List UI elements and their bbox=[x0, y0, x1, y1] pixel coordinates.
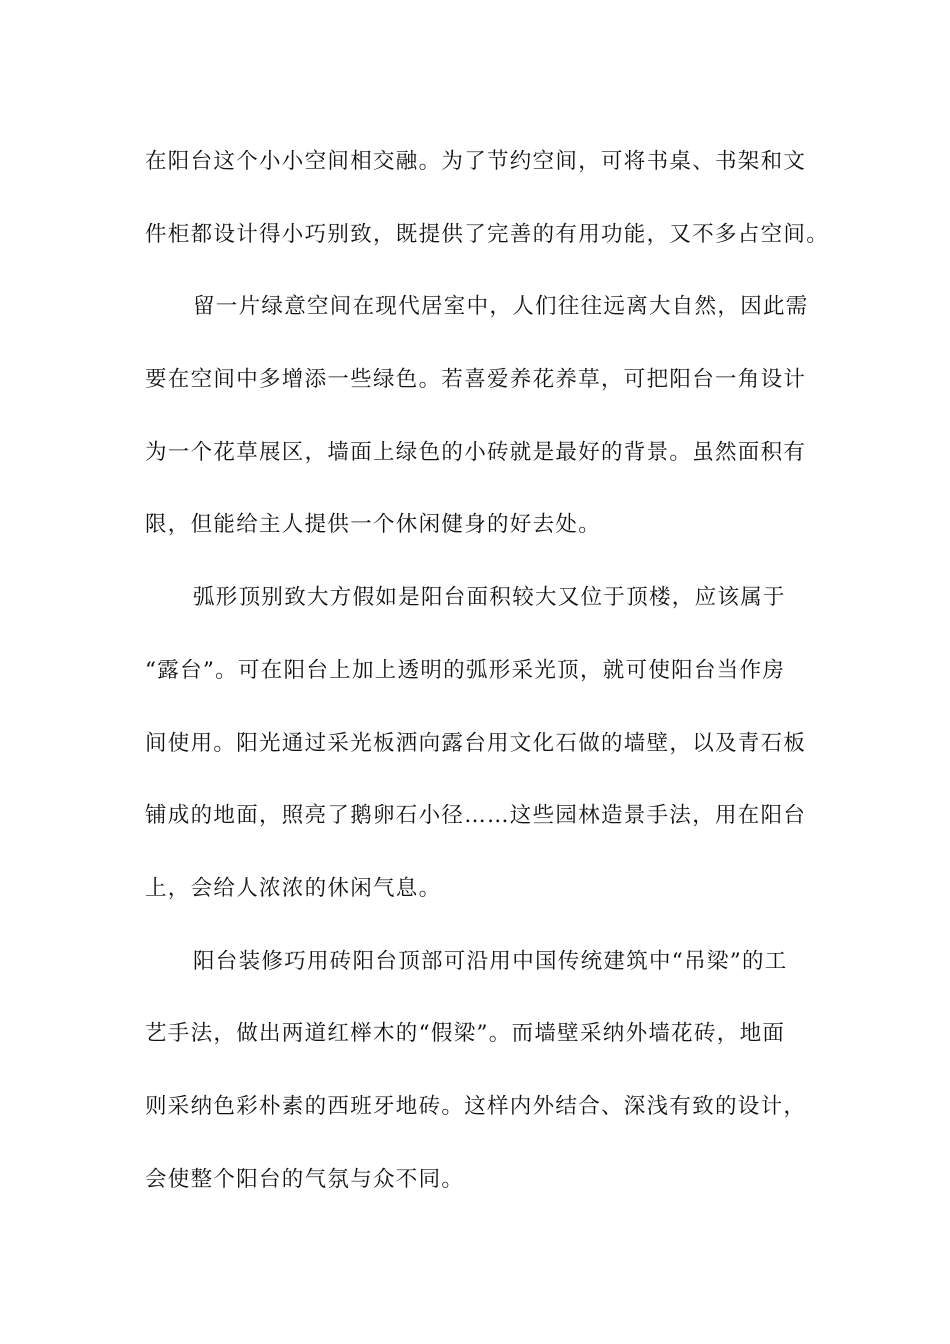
paragraph-start-line: 留一片绿意空间在现代居室中，人们往往远离大自然，因此需 bbox=[193, 294, 809, 320]
paragraph-start-line: 阳台装修巧用砖阳台顶部可沿用中国传统建筑中“吊梁”的工 bbox=[193, 948, 788, 974]
text-line: 会使整个阳台的气氛与众不同。 bbox=[145, 1166, 465, 1192]
body-text bbox=[145, 126, 830, 1216]
text-line: “露台”。可在阳台上加上透明的弧形采光顶，就可使阳台当作房 bbox=[145, 657, 786, 683]
text-line: 艺手法，做出两道红榉木的“假梁”。而墙壁采纳外墙花砖，地面 bbox=[145, 1021, 786, 1047]
text-line: 要在空间中多增添一些绿色。若喜爱养花养草，可把阳台一角设计 bbox=[145, 367, 807, 393]
text-line: 上，会给人浓浓的休闲气息。 bbox=[145, 875, 442, 901]
text-line: 则采纳色彩朴素的西班牙地砖。这样内外结合、深浅有致的设计， bbox=[145, 1093, 807, 1119]
text-line: 件柜都设计得小巧别致，既提供了完善的有用功能，又不多占空间。 bbox=[145, 221, 830, 247]
paragraph-start-line: 弧形顶别致大方假如是阳台面积较大又位于顶楼，应该属于 bbox=[193, 585, 786, 611]
text-line: 铺成的地面，照亮了鹅卵石小径……这些园林造景手法，用在阳台 bbox=[145, 803, 807, 829]
text-line: 限，但能给主人提供一个休闲健身的好去处。 bbox=[145, 512, 602, 538]
text-line: 为一个花草展区，墙面上绿色的小砖就是最好的背景。虽然面积有 bbox=[145, 439, 807, 465]
text-line: 在阳台这个小小空间相交融。为了节约空间，可将书桌、书架和文 bbox=[145, 149, 807, 174]
text-line: 间使用。阳光通过采光板洒向露台用文化石做的墙壁，以及青石板 bbox=[145, 730, 807, 756]
